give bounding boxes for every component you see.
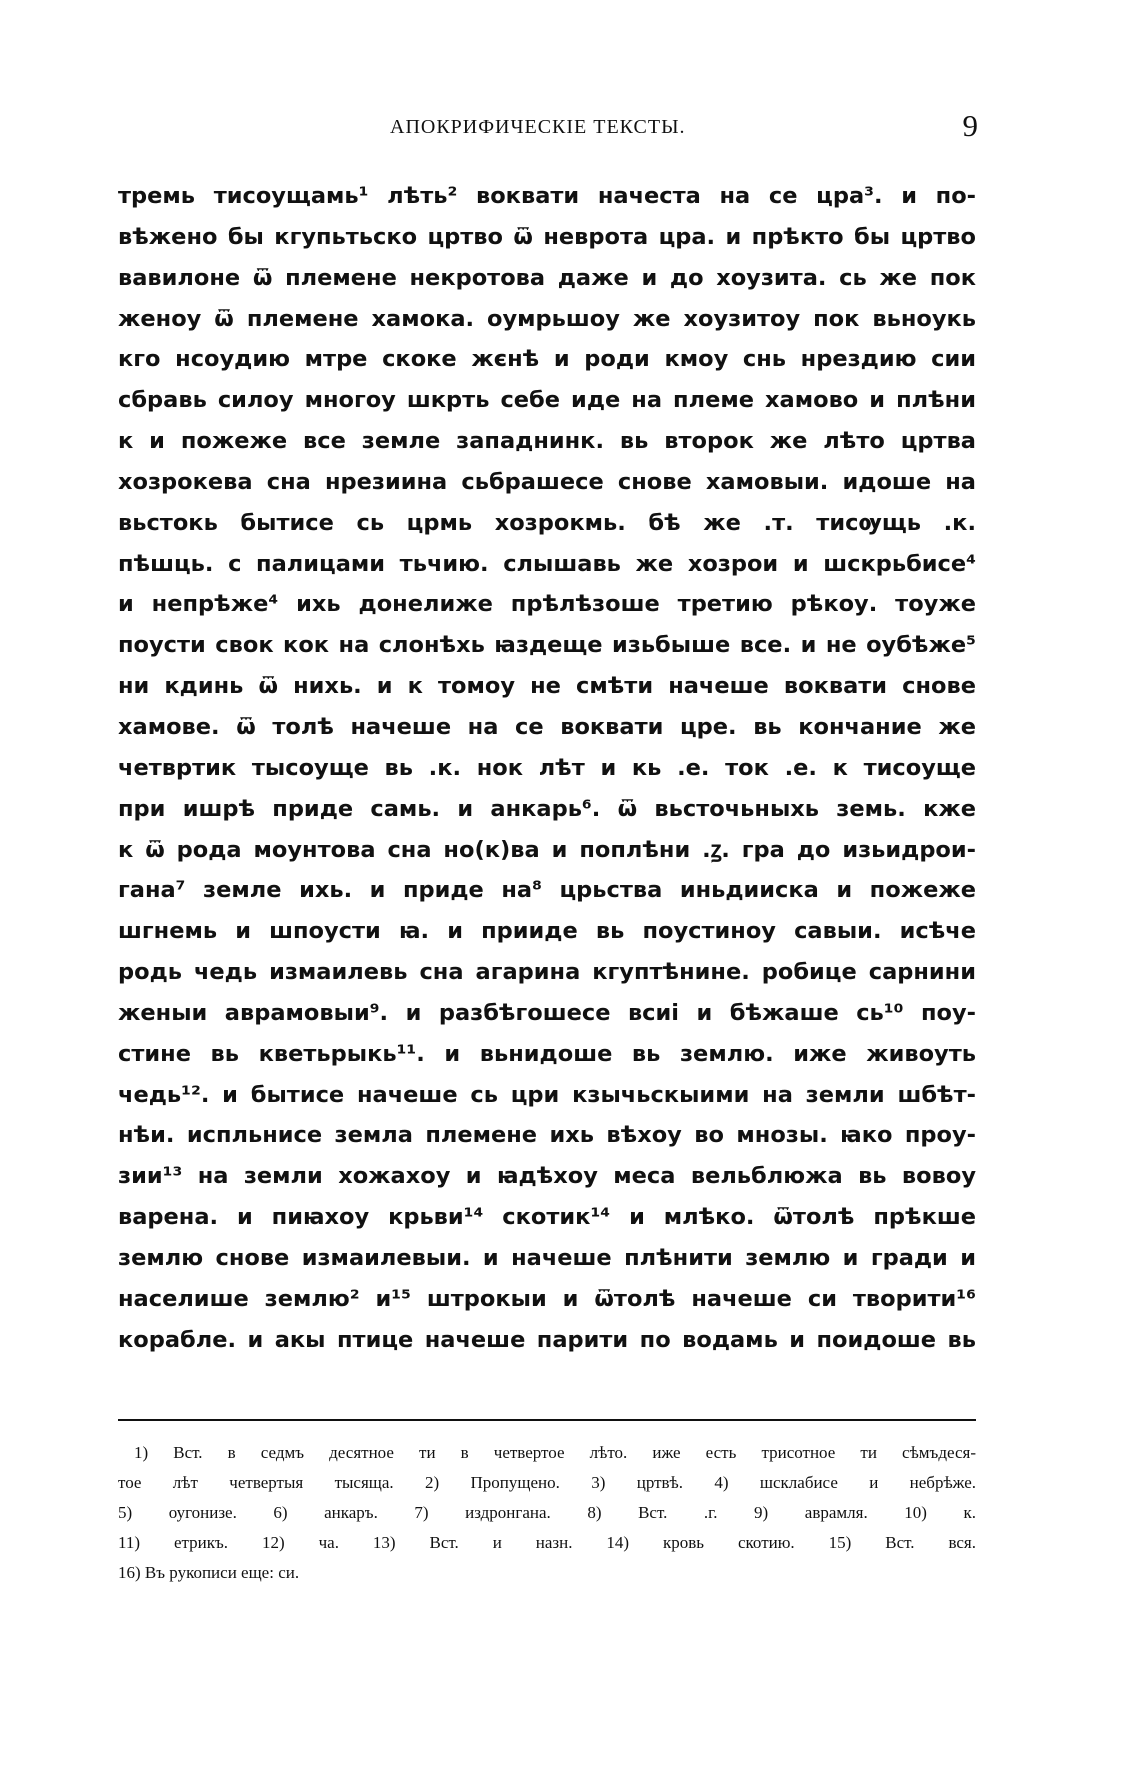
- footnote-line: 16) Въ рукописи еще: си.: [118, 1563, 300, 1582]
- text-line: при ишрѣ приде самь. и анкарь⁶. ѿ вьсточьныхь земь. кже: [118, 795, 976, 822]
- text-line: нѣи. испльнисе земла племене ихь вѣхоу во мнозы. ꙗко проу-: [118, 1122, 976, 1149]
- text-line: вавилоне ѿ племене некротова даже и до хоузита. сь же пок: [118, 264, 976, 291]
- text-line: женыи авpамовыи⁹. и разбѣгошесе всиi и бѣжаше сь¹⁰ поу-: [118, 999, 976, 1026]
- main-text: [118, 176, 976, 1360]
- text-line: к ѿ рода моунтова сна но(к)ва и поплѣни .ꙁ. гра до изьидрои-: [118, 836, 976, 863]
- footnote-divider: [118, 1419, 976, 1421]
- text-line: пѣшць. с палицами тьчию. слышавь же хозрои и шскрьбисе⁴: [118, 550, 976, 577]
- text-line: чедь¹². и бытисе начеше сь цри кзычьскыими на земли шбѣт-: [118, 1081, 976, 1108]
- footnote-line: 11) етрикъ. 12) ча. 13) Вст. и назн. 14) кровь скотию. 15) Вст. вся.: [118, 1533, 976, 1552]
- text-line: сбравь силоу многоу шкрть себе иде на племе хамово и плѣни: [118, 387, 976, 414]
- text-line: корабле. и акы птице начеше парити по водамь и поидоше вь: [118, 1326, 976, 1353]
- text-line: кго нсоудию мтре скоке жєнѣ и роди кмоу снь нрездию сии: [118, 346, 976, 373]
- running-head: [118, 108, 978, 148]
- text-line: к и пожеже все земле западнинк. вь второк же лѣто цртва: [118, 428, 976, 455]
- footnotes: [118, 1438, 976, 1588]
- text-line: варена. и пиꙗхоу крьви¹⁴ скотик¹⁴ и млѣко. ѿтолѣ прѣкше: [118, 1204, 976, 1231]
- text-line: поусти свок кок на слонѣхь ꙗздеще изьбыше все. и не оубѣже⁵: [118, 632, 976, 659]
- text-line: вьстокь бытисе сь црмь хозрокмь. бѣ же .т. тисѹщь .к.: [118, 509, 976, 536]
- text-line: женоу ѿ племене хамока. оумрьшоу же хоузитоу пок вьноукь: [118, 305, 976, 332]
- text-line: гана⁷ земле ихь. и приде на⁸ црьства иньдииска и пожеже: [118, 877, 976, 904]
- text-line: зии¹³ на земли хожахоу и ꙗдѣхоу меса вельблюжа вь вовоу: [118, 1163, 976, 1190]
- text-line: тремь тисоущамь¹ лѣть² воквати начеста на се цра³. и по-: [118, 183, 976, 209]
- text-line: четвртик тысоуще вь .к. нок лѣт и кь .е. ток .е. к тисоуще: [118, 754, 976, 781]
- text-line: и непрѣже⁴ ихь донелиже прѣлѣзоше третию рѣкоу. тоуже: [118, 591, 976, 618]
- text-line: стине вь кветьрыкь¹¹. и вьнидоше вь землю. иже живоуть: [118, 1040, 976, 1067]
- text-line: населише землю² и¹⁵ штрокыи и ѿтолѣ начеше си творити¹⁶: [118, 1285, 976, 1312]
- text-line: землю снове измаилевыи. и начеше плѣнити землю и гради и: [118, 1244, 976, 1271]
- text-line: вѣжено бы кгупьтьско цртво ѿ невротa цра. и прѣкто бы цртво: [118, 223, 976, 250]
- text-line: родь чедь измаилевь сна агарина кгуптѣнине. робице сарнини: [118, 959, 976, 986]
- footnote-line: 1) Вст. в седмъ десятное ти в четвертое лѣто. иже есть трисотное ти сѣмъдеся-: [134, 1443, 976, 1462]
- footnote-line: тое лѣт четвертыя тысяща. 2) Пропущено. 3) цртвѣ. 4) шсклабисе и небрѣже.: [118, 1473, 976, 1492]
- text-line: хамове. ѿ толѣ начеше на се воквати цре. вь кончание же: [118, 713, 976, 740]
- footnote-line: 5) оугонизе. 6) анкаръ. 7) издронгана. 8) Вст. .г. 9) аврамля. 10) к.: [118, 1503, 976, 1522]
- running-title: АПОКРИФИЧЕСКІЕ ТЕКСТЫ.: [390, 116, 686, 138]
- text-line: шгнемь и шпоусти ꙗ. и прииде вь поустиноу савыи. исѣче: [118, 918, 976, 945]
- text-line: хозрокева сна нрезиина сьбрашесе снове хамовыи. идоше на: [118, 468, 976, 495]
- text-line: ни кдинь ѿ нихь. и к томоу не смѣти начеше воквати снове: [118, 673, 976, 700]
- page-number: 9: [962, 108, 978, 143]
